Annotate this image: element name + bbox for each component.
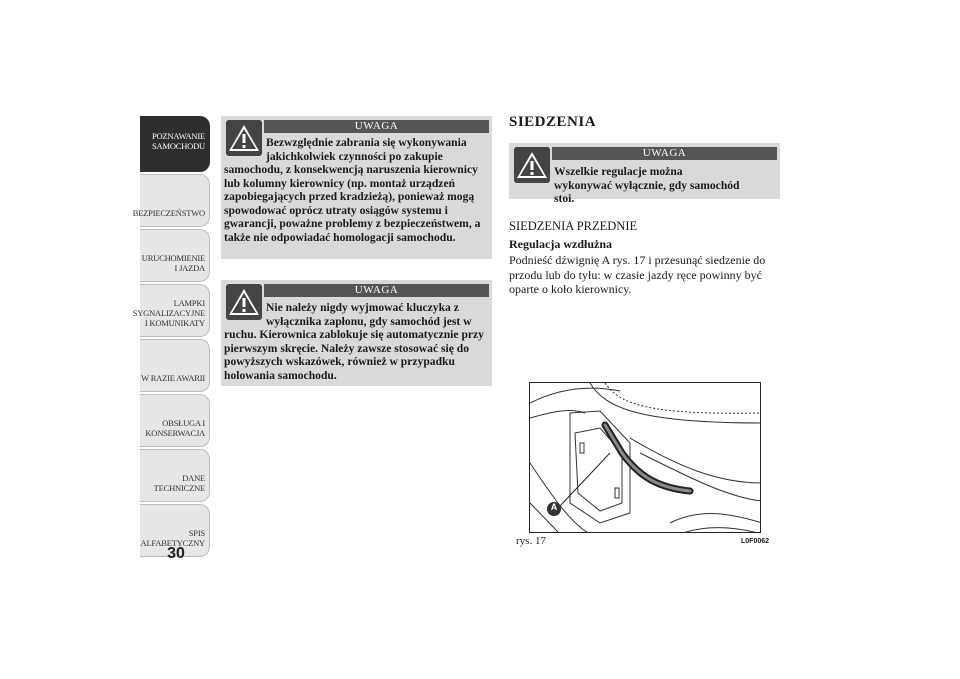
tab-obsluga-i-konserwacja[interactable]: OBSŁUGA I KONSERWACJA bbox=[140, 394, 210, 447]
tab-poznawanie-samochodu[interactable]: POZNAWANIE SAMOCHODU bbox=[140, 116, 210, 172]
section-title: SIEDZENIA bbox=[509, 114, 597, 130]
warning-title: UWAGA bbox=[264, 284, 489, 297]
warning-box-seats bbox=[509, 143, 780, 205]
tab-w-razie-awarii[interactable]: W RAZIE AWARII bbox=[140, 339, 210, 392]
warning-text-rest: ruchu. Kierownica zablokuje się automatycznie przy pierwszym skręcie. Należy zawsze stosować się do powyższych wskazówek, również w przypadku holowania samochodu. bbox=[224, 328, 484, 382]
tab-bezpieczenstwo[interactable]: BEZPIECZEŃSTWO bbox=[140, 174, 210, 227]
seat-drawing bbox=[530, 383, 761, 533]
body-paragraph: Podnieść dźwignię A rys. 17 i przesunąć siedzenie do przodu lub do tyłu: w czasie jazdy ręce powinny być oparte o koło kierownicy. bbox=[509, 253, 766, 296]
tab-uruchomienie-i-jazda[interactable]: URUCHOMIENIE I JAZDA bbox=[140, 229, 210, 282]
warning-text-lead: Bezwzględnie zabrania się wykonywania jakichkolwiek czynności po zakupie bbox=[266, 136, 467, 163]
figure-code: L0F0062 bbox=[741, 538, 770, 545]
tab-spis-alfabetyczny[interactable]: SPIS ALFABETYCZNY bbox=[140, 504, 210, 557]
warning-box-key bbox=[221, 280, 492, 386]
tab-lampki-sygnalizacyjne[interactable]: LAMPKI SYGNALIZACYJNE I KOMUNIKATY bbox=[140, 284, 210, 337]
figure-caption: rys. 17 bbox=[516, 535, 546, 547]
subheading: Regulacja wzdłużna bbox=[509, 237, 612, 251]
warning-text bbox=[512, 165, 742, 206]
warning-text bbox=[224, 301, 489, 382]
warning-text bbox=[224, 136, 489, 244]
figure-marker-a: A bbox=[550, 502, 558, 512]
tab-dane-techniczne[interactable]: DANE TECHNICZNE bbox=[140, 449, 210, 502]
warning-title: UWAGA bbox=[552, 147, 777, 160]
warning-box-steering bbox=[221, 116, 492, 259]
seat-lever-illustration bbox=[529, 382, 761, 533]
warning-text-lead: Nie należy nigdy wyjmować kluczyka z wyłącznika zapłonu, gdy samochód jest w bbox=[266, 301, 472, 328]
page-number: 30 bbox=[167, 545, 185, 562]
warning-title: UWAGA bbox=[264, 120, 489, 133]
subsection-title: SIEDZENIA PRZEDNIE bbox=[509, 219, 638, 233]
warning-text-lead: Wszelkie regulacje można wykonywać wyłącznie, gdy samochód stoi. bbox=[554, 165, 740, 205]
warning-text-rest: samochodu, z konsekwencją naruszenia kierownicy lub kolumny kierownicy (np. montaż urządzeń zapobiegających przed kradzieżą), ponieważ mogą spowodować oprócz utraty osiągów systemu i gwarancji, poważne problemy z bezpieczeństwem, a także nie odpowiadać homologacji samochodu. bbox=[224, 163, 481, 244]
